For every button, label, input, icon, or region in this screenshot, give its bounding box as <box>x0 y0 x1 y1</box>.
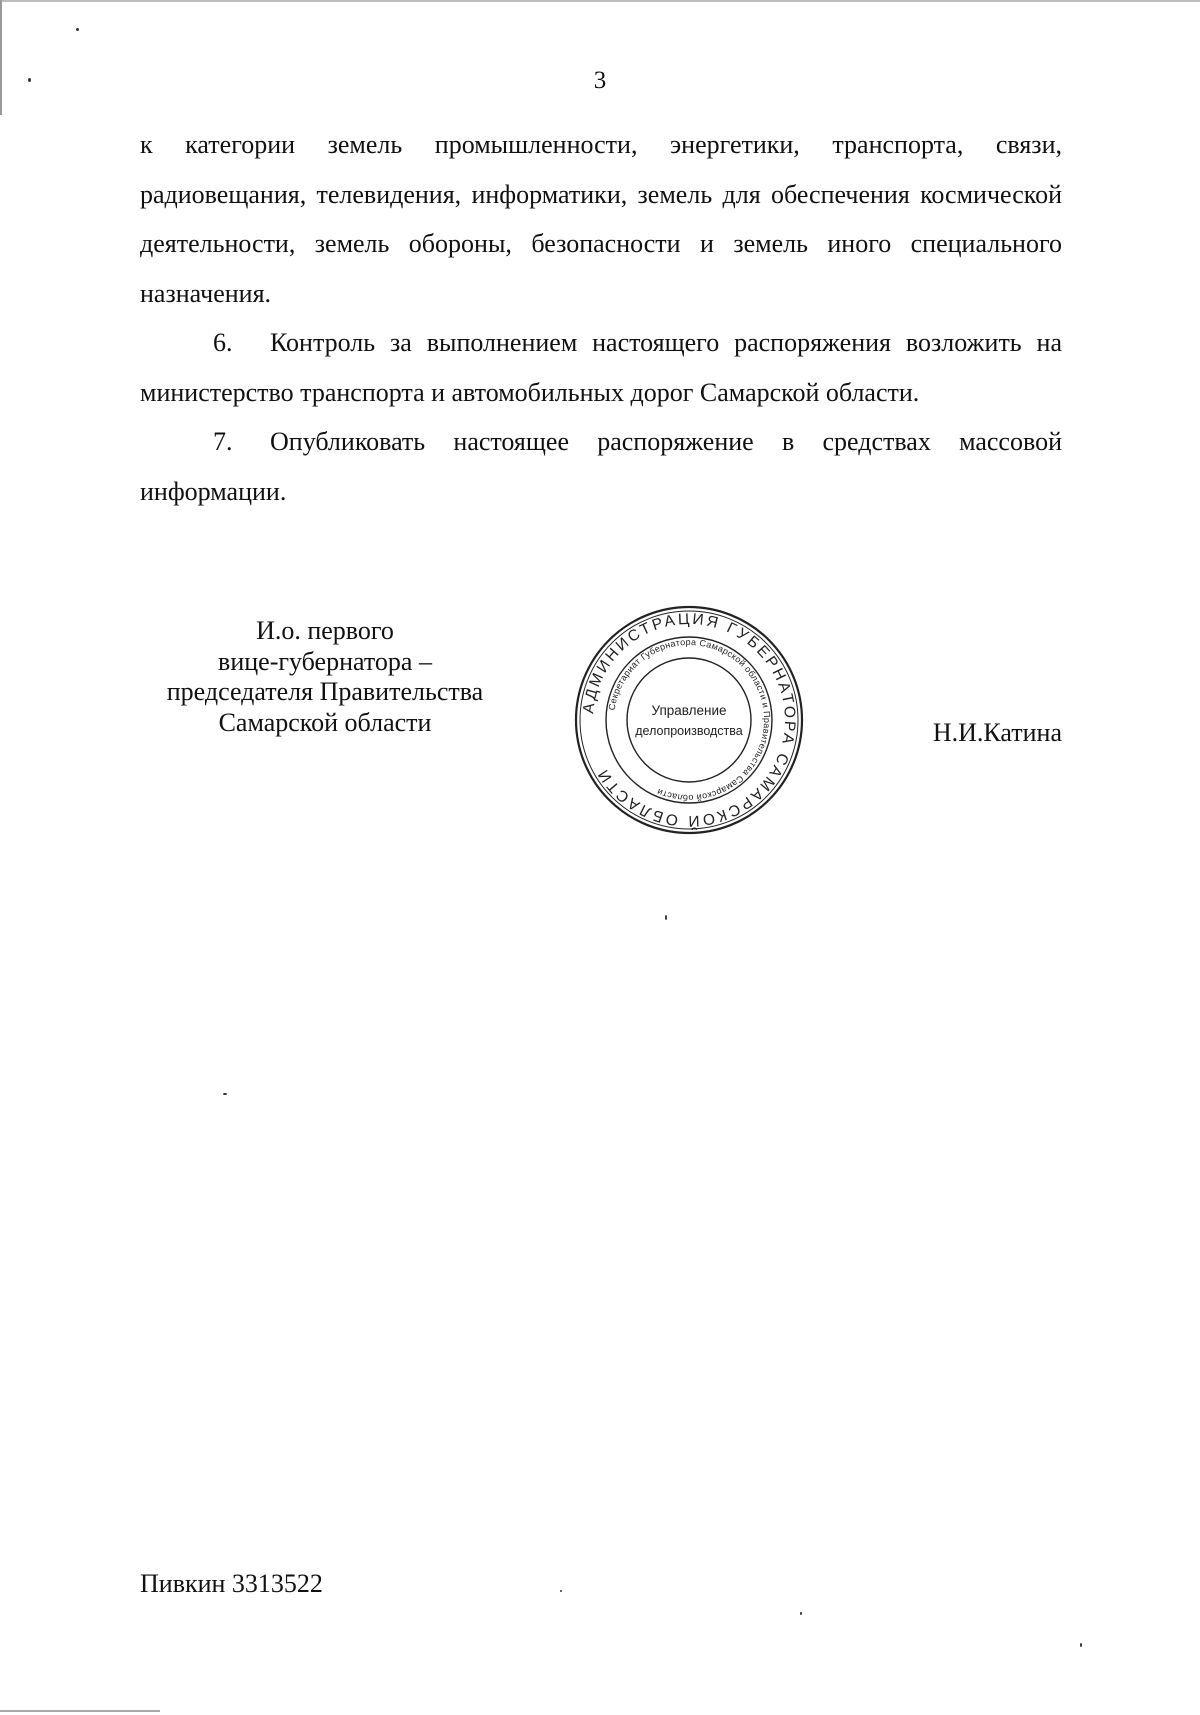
scan-edge-left <box>0 0 2 115</box>
stamp-inner-ring-text-path: Секретариат Губернатора Самарской области и Правительства Самарской области <box>606 636 773 804</box>
item-number: 6. <box>213 328 233 357</box>
official-stamp-seal <box>569 600 809 840</box>
scan-speck <box>665 915 667 920</box>
item-text: Опубликовать настоящее распоряжение в средствах массовой информации. <box>140 427 1062 506</box>
document-body <box>140 120 1062 516</box>
stamp-center-line-1: Управление <box>651 703 727 718</box>
scan-speck <box>560 1590 562 1592</box>
signatory-position-line: И.о. первого <box>256 616 394 645</box>
signatory-position <box>140 616 510 738</box>
signatory-position-line: председателя Правительства <box>166 677 484 706</box>
item-text: Контроль за выполнением настоящего распоряжения возложить на министерство транспорта и автомобильных дорог Самарской области. <box>140 328 1062 407</box>
stamp-outer-text-path: АДМИНИСТРАЦИЯ ГУБЕРНАТОРА САМАРСКОЙ ОБЛАСТИ <box>580 610 799 830</box>
stamp-inner-ring-text <box>607 637 772 803</box>
stamp-inner-circle <box>627 658 751 782</box>
scan-edge-top <box>0 0 1200 2</box>
scan-speck <box>1080 1643 1082 1647</box>
scan-edge-bottom <box>0 1710 160 1712</box>
scan-speck <box>800 1612 802 1615</box>
stamp-center-line-2: делопроизводства <box>635 724 743 738</box>
item-number: 7. <box>213 427 233 456</box>
body-paragraph-continuation: к категории земель промышленности, энергетики, транспорта, связи, радиовещания, телевидения, информатики, земель для обеспечения космической деятельности, земель обороны, безопасности и земель иного специального назначения. <box>140 130 1062 308</box>
scan-speck <box>76 28 79 31</box>
signer-name: Н.И.Катина <box>932 718 1062 747</box>
executor-contact: Пивкин 3313522 <box>140 1569 323 1598</box>
signatory-position-line: Самарской области <box>218 707 432 737</box>
page-number: 3 <box>593 67 607 94</box>
scan-speck <box>223 1093 227 1095</box>
body-item-6 <box>140 318 1062 417</box>
signatory-position-line: вице-губернатора – <box>218 646 432 676</box>
body-item-7 <box>140 417 1062 516</box>
